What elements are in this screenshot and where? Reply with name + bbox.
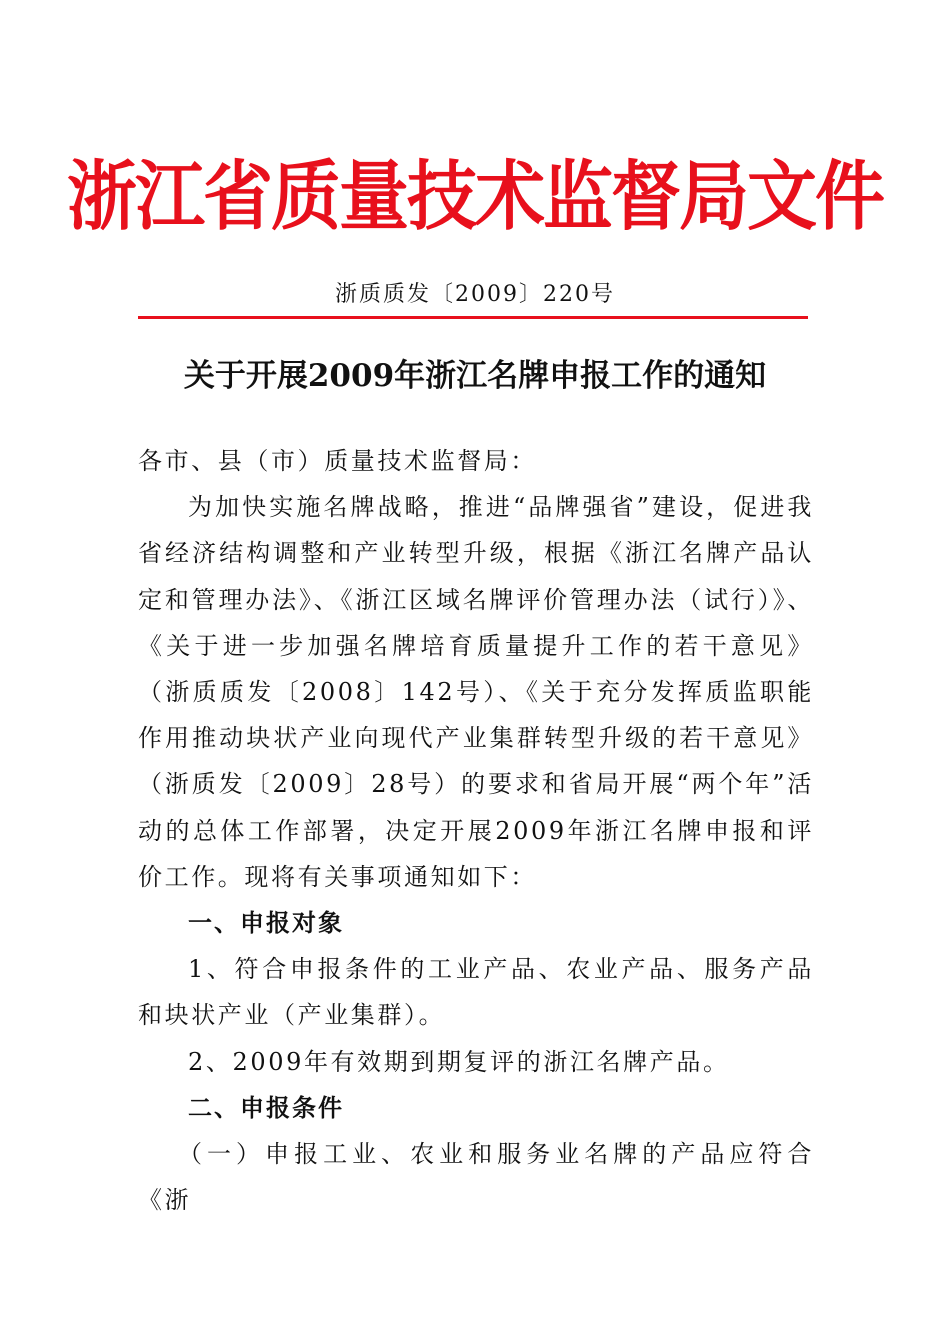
section2-item-1: （一）申报工业、农业和服务业名牌的产品应符合《浙 bbox=[138, 1140, 814, 1215]
section-heading-1: 一、申报对象 bbox=[188, 909, 344, 938]
red-header-rule bbox=[138, 316, 808, 319]
intro-paragraph: 为加快实施名牌战略，推进“品牌强省”建设，促进我省经济结构调整和产业转型升级，根据《浙江名牌产品认定和管理办法》、《浙江区域名牌评价管理办法（试行）》、《关于进一步加强名牌培育质量提升工作的若干意见》（浙质质发〔2008〕142号）、《关于充分发挥质监职能作用推动块状产业向现代产业集群转型升级的若干意见》（浙质发〔2009〕28号）的要求和省局开展“两个年”活动的总体工作部署，决定开展2009年浙江名牌申报和评价工作。现将有关事项通知如下： bbox=[138, 493, 814, 891]
document-number: 浙质质发〔2009〕220号 bbox=[335, 282, 615, 307]
section1-item-2: 2、2009年有效期到期复评的浙江名牌产品。 bbox=[188, 1047, 730, 1076]
section1-item-1: 1、符合申报条件的工业产品、农业产品、服务产品和块状产业（产业集群）。 bbox=[138, 955, 814, 1030]
document-body bbox=[138, 438, 814, 1223]
notice-title: 关于开展2009年浙江名牌申报工作的通知 bbox=[183, 358, 767, 394]
salutation: 各市、县（市）质量技术监督局： bbox=[138, 447, 537, 475]
issuer-title: 浙江省质量技术监督局文件 bbox=[67, 152, 883, 241]
section-heading-2: 二、申报条件 bbox=[188, 1093, 344, 1122]
